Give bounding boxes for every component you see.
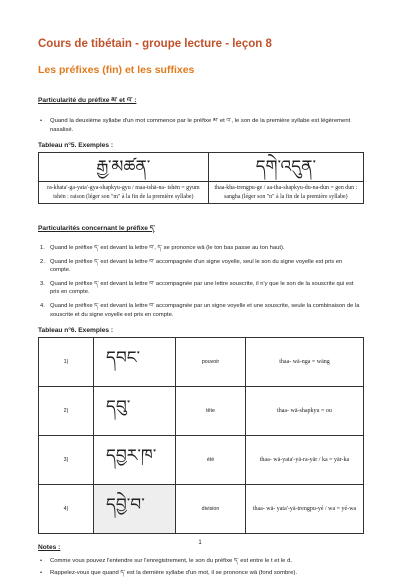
table5-description: ra-khata'-ga-yata'-gya-shapkyu-gyu / maa-tshā-na- tshēn = gyum tshēn : raison (léger son "m" à la fin de la première syllabe) xyxy=(39,182,209,204)
numbered-text: Quand le préfixe ད་ est devant la lettre བ་ accompagnée par une lettre souscrite, il n'y que le son de la souscrite qui est pris en compte. xyxy=(50,280,354,296)
table6 xyxy=(38,337,364,534)
tibetan-word: དགེ་འདུན་ xyxy=(208,153,363,182)
table-row xyxy=(39,387,364,436)
transliteration: thaa- wā- yata'-yā-trengpu-yé / wa = yé-wa xyxy=(246,485,364,534)
bullet-dot: • xyxy=(40,558,43,565)
tibetan-word: དབྱེ་བ་ xyxy=(94,485,176,534)
numbered-text: Quand le préfixe ད་ est devant la lettre བ་ accompagnée d'un signe voyelle, seul le son du signe voyelle est pris en compte. xyxy=(50,258,343,274)
page-number: 1 xyxy=(198,540,202,546)
note-item xyxy=(38,569,364,577)
note-item xyxy=(38,557,364,566)
note-text: Rappelez-vous que quand ད་ est la dernière syllabe d'un mot, il se prononce wā (fond sombre). xyxy=(50,569,298,576)
tibetan-word: དབང་ xyxy=(94,338,176,387)
numbered-text: Quand le préfixe ད་ est devant la lettre བ་, ད་ se prononce wā (le ton bas passe au ton haut). xyxy=(50,245,285,251)
french-meaning: été xyxy=(176,436,246,485)
row-number: 4) xyxy=(39,485,94,534)
bullet-dot: • xyxy=(40,118,43,124)
transliteration: thaa- wā-shapkyu = ou xyxy=(246,387,364,436)
transliteration: thaa- wā-nga = wāng xyxy=(246,338,364,387)
note-text: Comme vous pouvez l'entendre sur l'enregistrement, le son du préfixe ད་ est entre le t et le d. xyxy=(50,558,292,565)
table5 xyxy=(38,152,364,204)
notes-heading: Notes : xyxy=(38,544,61,552)
tibetan-word: དབྱར་ཁ་ xyxy=(94,436,176,485)
bullet-text: Quand la deuxième syllabe d'un mot commence par le préfixe མ་ et འ་, le son de la première syllabe est légèrement nasalisé. xyxy=(50,118,351,133)
table-row xyxy=(39,436,364,485)
french-meaning: division xyxy=(176,485,246,534)
tibetan-word: དབུ་ xyxy=(94,387,176,436)
numbered-item: 3. Quand le préfixe ད་ est devant la lettre བ་ accompagnée par une lettre souscrite, il n'y que le son de la souscrite qui est pris en compte. xyxy=(38,280,364,297)
row-number: 3) xyxy=(39,436,94,485)
document-subtitle: Les préfixes (fin) et les suffixes xyxy=(38,64,195,76)
section-heading-ma-a: Particularité du préfixe མ་ et འ་ : xyxy=(38,97,137,104)
bullet-dot: • xyxy=(40,569,43,576)
row-number: 2) xyxy=(39,387,94,436)
french-meaning: pouvoir xyxy=(176,338,246,387)
row-number: 1) xyxy=(39,338,94,387)
numbered-item: 4. Quand le préfixe ད་ est devant la lettre བ་ accompagnée par un signe voyelle et une souscrite, seule la combinaison de la souscrite et du signe voyelle est pris en compte. xyxy=(38,302,364,319)
table-row xyxy=(39,338,364,387)
french-meaning: tête xyxy=(176,387,246,436)
numbered-item: 1. Quand le préfixe ད་ est devant la lettre བ་, ད་ se prononce wā (le ton bas passe au ton haut). xyxy=(40,245,285,251)
tibetan-word: རྒྱ་མཚན་ xyxy=(39,153,209,182)
table5-description: thaa-kha-trengpu-ge / aa-tha-shapkyu-du-na-dun = gen dun : sangha (léger son "n" à la fin de la première syllabe) xyxy=(208,182,363,204)
document-title: Cours de tibétain - groupe lecture - leçon 8 xyxy=(38,38,272,50)
numbered-text: Quand le préfixe ད་ est devant la lettre བ་ accompagnée par un signe voyelle et une souscrite, seule la combinaison de la souscrite et du signe voyelle est pris en compte. xyxy=(50,302,360,318)
transliteration: thaa- wā-yata'-yā-ra-yār / ka = yār-ka xyxy=(246,436,364,485)
bullet-item xyxy=(38,117,364,134)
table5-caption: Tableau n°5. Exemples : xyxy=(38,142,114,150)
table6-caption: Tableau n°6. Exemples : xyxy=(38,327,114,335)
section-heading-da: Particularités concernant le préfixe ད་ xyxy=(38,225,155,232)
numbered-item: 2. Quand le préfixe ད་ est devant la lettre བ་ accompagnée d'un signe voyelle, seul le son du signe voyelle est pris en compte. xyxy=(38,258,364,275)
table-row xyxy=(39,485,364,534)
